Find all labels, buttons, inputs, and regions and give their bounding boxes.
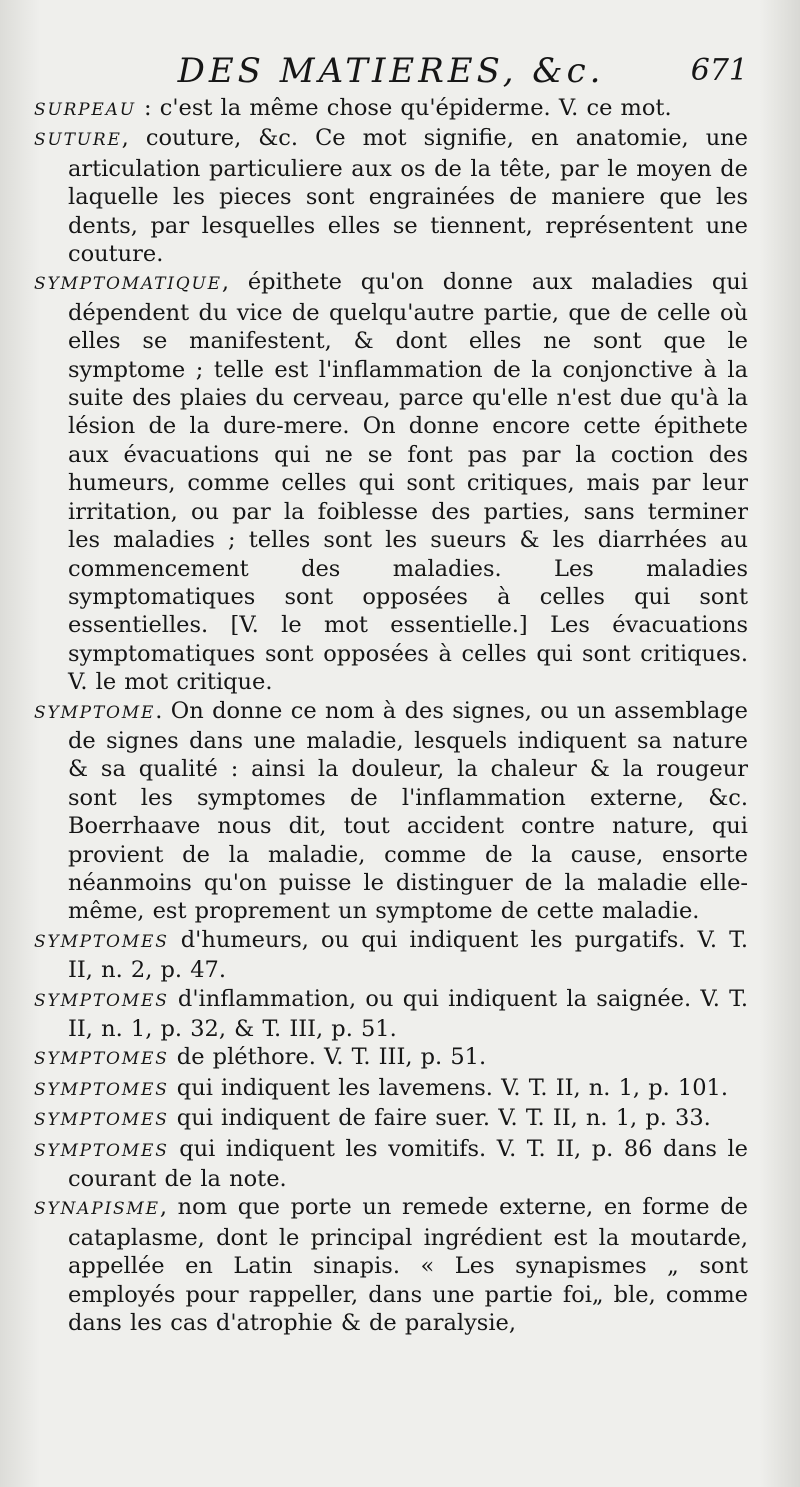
index-entry	[34, 697, 748, 926]
entry-headword: SYMPTOME	[34, 702, 156, 723]
index-entry	[34, 926, 748, 985]
entry-headword: SYMPTOMES	[34, 1110, 169, 1131]
entry-headword: SYMPTOMATIQUE	[34, 274, 222, 295]
entry-headword: SYNAPISME	[34, 1199, 160, 1220]
page-number: 671	[690, 53, 748, 88]
entry-headword: SYMPTOMES	[34, 990, 169, 1011]
entry-headword: SURPEAU	[34, 100, 136, 120]
running-title: DES MATIERES, &c.	[177, 51, 605, 91]
entry-text: . On donne ce nom à des signes, ou un assemblage de signes dans une maladie, lesquels indiquent sa nature & sa qualité : ainsi la douleur, la chaleur & la rougeur sont les symptomes de l'inflammation externe, &c. Boerrhaave nous dit, tout accident contre nature, qui provient de la maladie, comme de la cause, ensorte néanmoins qu'on puisse le distinguer de la maladie elle-même, est proprement un symptome de cette maladie.	[68, 697, 748, 925]
index-entry	[34, 1074, 748, 1104]
index-entry	[34, 124, 748, 268]
entry-text: qui indiquent les lavemens. V. T. II, n. 1, p. 101.	[168, 1074, 728, 1101]
entry-text: d'humeurs, ou qui indiquent les purgatifs. V. T. II, n. 2, p. 47.	[68, 926, 748, 984]
entry-text: , nom que porte un remede externe, en forme de cataplasme, dont le principal ingrédient est la moutarde, appellée en Latin sinapis. « Les synapismes „ sont employés pour rappeller, dans une partie foi„ ble, comme dans les cas d'atrophie & de paralysie,	[68, 1194, 748, 1337]
index-entry	[34, 985, 748, 1044]
entry-headword: SYMPTOMES	[34, 931, 169, 952]
entry-text: qui indiquent les vomitifs. V. T. II, p. 86 dans le courant de la note.	[68, 1135, 748, 1193]
index-entry	[34, 268, 748, 696]
running-head	[34, 50, 748, 92]
index-entry	[34, 1193, 748, 1337]
entry-headword: SYMPTOMES	[34, 1079, 169, 1100]
entry-text: , épithete qu'on donne aux maladies qui dépendent du vice de quelqu'autre partie, que de celle où elles se manifestent, & dont elles ne sont que le symptome ; telle est l'inflammation de la conjonctive à la suite des plaies du cerveau, parce qu'elle n'est due qu'à la lésion de la dure-mere. On donne encore cette épithete aux évacuations qui ne se font pas par la coction des humeurs, comme celles qui sont critiques, mais par leur irritation, ou par la foiblesse des parties, sans terminer les maladies ; telles sont les sueurs & les diarrhées au commencement des maladies. Les maladies symptomatiques sont opposées à celles qui sont essentielles. [V. le mot essentielle.] Les évacuations symptomatiques sont opposées à celles qui sont critiques. V. le mot critique.	[68, 269, 748, 696]
entry-text: , couture, &c. Ce mot signifie, en anatomie, une articulation particuliere aux os de la tête, par le moyen de laquelle les pieces sont engrainées de maniere que les dents, par lesquelles elles se tiennent, représentent une couture.	[68, 125, 748, 268]
entry-text: de pléthore. V. T. III, p. 51.	[168, 1044, 487, 1071]
entry-headword: SUTURE	[34, 130, 122, 151]
index-entry	[34, 1043, 748, 1073]
index-entry	[34, 94, 748, 124]
index-entry	[34, 1135, 748, 1194]
entry-text: d'inflammation, ou qui indiquent la saignée. V. T. II, n. 1, p. 32, & T. III, p. 51.	[68, 985, 748, 1042]
entry-headword: SYMPTOMES	[34, 1049, 169, 1070]
entry-headword: SYMPTOMES	[34, 1140, 169, 1161]
index-entry	[34, 1104, 748, 1134]
entry-text: qui indiquent de faire suer. V. T. II, n. 1, p. 33.	[168, 1105, 711, 1132]
index-entries	[34, 94, 748, 1337]
entry-text: : c'est la même chose qu'épiderme. V. ce mot.	[135, 95, 672, 121]
